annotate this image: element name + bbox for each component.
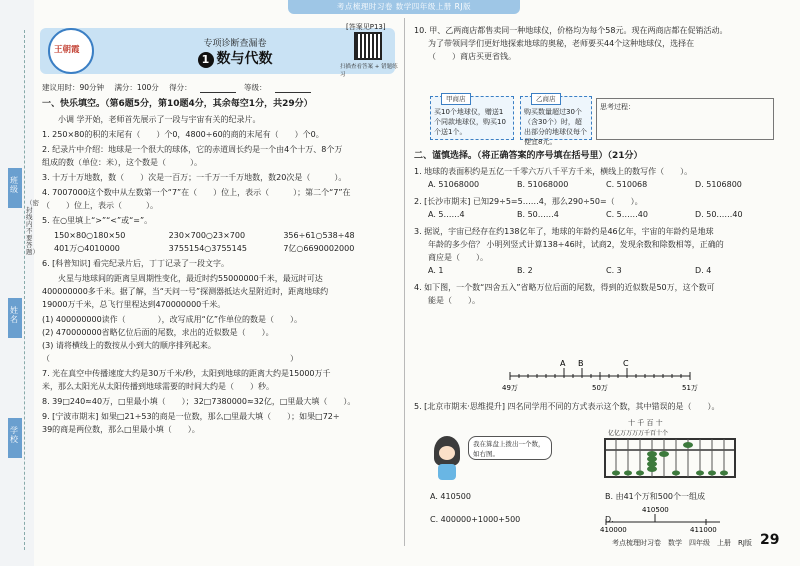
unit-number: 1 — [198, 52, 214, 68]
worksheet-title — [160, 48, 310, 68]
number-line-points — [560, 359, 629, 376]
qr-code-icon[interactable] — [354, 32, 382, 60]
option-d-right-value: 411000 — [690, 526, 717, 534]
qr-caption: 扫描查看答案 + 错题练习 — [340, 64, 398, 78]
option[interactable]: D. 4 — [695, 266, 712, 275]
choice-5 — [414, 400, 784, 413]
gutter-label-school: 学校 — [10, 426, 18, 444]
score-label: 得分： — [169, 83, 192, 92]
question-9-line-1: 9. [宁波市期末] 如果□21÷53的商是一位数，那么□里最大填（ ）；如果□72÷ — [42, 412, 340, 421]
q6-part-2: (2) 470000000省略亿位后面的尾数，求出的近似数是（ ）。 — [42, 328, 274, 337]
q5-item: 3755154○3755145 — [168, 244, 247, 253]
brand-logo — [48, 28, 94, 74]
shop-a-text: 买10个地球仪，赠送1个同款地球仪，购买10个送1个。 — [434, 108, 506, 136]
abacus-beads — [612, 442, 728, 476]
question-4-line-1: 4. 7007000这个数中从左数第一个“7”在（ ）位上，表示（ ）；第二个“7”在 — [42, 188, 351, 197]
tick-label-51w: 51万 — [682, 384, 698, 392]
tick-label-50w: 50万 — [592, 384, 608, 392]
choice-1-options — [414, 178, 784, 191]
abacus-place-labels: 亿亿万万万万千百十个 — [608, 430, 669, 437]
question-8: 8. 39□240≈40万，□里最小填（ ）；32□7380000≈32亿，□里最大填（ ）。 — [42, 397, 356, 406]
question-3: 3. 十万十万地数，数（ ）次是一百万；一千万一千万地数，数20次是（ ）。 — [42, 173, 347, 182]
option[interactable]: B. 50……4 — [517, 210, 559, 219]
q5-item: 401万○4010000 — [54, 244, 120, 253]
option[interactable]: B. 2 — [517, 266, 533, 275]
option[interactable]: A. 1 — [428, 266, 444, 275]
question-2-line-1: 2. 纪录片中介绍：地球是一个很大的球体，它的赤道周长约是一个由4个十万、8个万 — [42, 145, 343, 154]
worksheet-header — [40, 22, 400, 78]
option[interactable]: C. 400000+1000+500 — [430, 515, 521, 524]
choice-4-line-2: 能是（ ）。 — [428, 296, 480, 305]
number-line — [500, 354, 700, 394]
title-text: 数与代数 — [216, 51, 273, 67]
option[interactable]: C. 3 — [606, 266, 622, 275]
choice-2-options — [414, 208, 784, 221]
seal-line — [24, 30, 25, 550]
choice-3-options — [414, 264, 784, 277]
speech-bubble: 我在算盘上拨出一个数，如右图。 — [468, 436, 552, 460]
abacus-top-label: 十 千 百 十 — [628, 419, 663, 427]
left-column — [42, 98, 398, 438]
right-column-section-2 — [414, 150, 784, 307]
section-1-intro: 小调 学开始，老师首先展示了一段与宇宙有关的纪录片。 — [58, 115, 261, 124]
question-6: 6. [科普知识] 看完纪录片后，丁丁记录了一段文字。 — [42, 259, 229, 268]
choice-2: 2. [长沙市期末] 已知29÷5=5……4，那么290÷50=（ ）。 — [414, 197, 643, 206]
q6-part-3: (3) 请将横线上的数按从小到大的顺序排列起来。 — [42, 341, 216, 350]
shop-b-text: 购买数量超过30个（含30个）时，超出部分的地球仪每个便宜8元。 — [524, 108, 587, 146]
option[interactable]: A. 51068000 — [428, 180, 480, 189]
grade-label: 等级： — [244, 83, 267, 92]
option[interactable]: C. 5……40 — [606, 210, 648, 219]
q5-item: 150×80○180×50 — [54, 231, 126, 240]
tick-label-49w: 49万 — [502, 384, 518, 392]
thinking-box[interactable] — [596, 98, 774, 140]
q5-row-1 — [42, 229, 398, 242]
shop-b-title: 乙商店 — [531, 93, 561, 105]
section-2-heading: 二、谨慎选择。（将正确答案的序号填在括号里）（21分） — [414, 151, 643, 161]
choice-1: 1. 地球的表面积约是五亿一千零六万八千平方千米，横线上的数写作（ ）。 — [414, 167, 693, 176]
score-blank[interactable] — [200, 92, 236, 93]
thinking-label: 思考过程： — [600, 103, 635, 111]
option[interactable]: B. 由41个万和500个一组成 — [605, 492, 706, 501]
option[interactable]: B. 51068000 — [517, 180, 569, 189]
question-5: 5. 在○里填上“>”“<”或“=”。 — [42, 216, 153, 225]
question-10-line-2: 为了带领同学们更好地探索地球的奥秘，老师要买44个这种地球仪，选择在 — [428, 39, 695, 48]
question-10-line-3: （ ）商店买更省钱。 — [428, 52, 516, 61]
seal-note: （密封线内不要答题） — [26, 199, 39, 256]
shop-a-card — [430, 96, 514, 140]
shop-b-card — [520, 95, 592, 146]
abacus-illustration — [604, 418, 736, 478]
student-face-illustration — [439, 446, 455, 460]
gutter-label-name: 姓名 — [10, 306, 18, 324]
binding-gutter — [0, 0, 39, 566]
choice-3-line-2: 年龄的多少倍？ 小明列竖式计算138÷46时，试商2，发现余数和除数相等，正确的 — [428, 240, 724, 249]
choice-3-line-1: 3. 据说，宇宙已经存在约138亿年了，地球的年龄约是46亿年，宇宙的年龄约是地球 — [414, 227, 714, 236]
abacus-frame — [604, 438, 736, 478]
q5-item: 356÷61○538÷48 — [283, 231, 355, 240]
page-footer: 考点梳理时习卷 数学 四年级 上册 RJ版 — [612, 539, 752, 547]
choice-3-line-3: 商应是（ ）。 — [428, 253, 488, 262]
q6-passage-2: 400000000多千米。据了解，当“天问一号”探测器抵达火星附近时，距离地球约 — [42, 287, 329, 296]
q5-item: 230×700○23×700 — [168, 231, 246, 240]
point-c-label: C — [623, 359, 629, 368]
page-number: 29 — [760, 532, 780, 548]
q5-item: 7亿○6690002000 — [283, 244, 355, 253]
option-d-diagram — [600, 504, 730, 534]
choice-5-stem: 5. [北京市期末·思维提升] 四名同学用不同的方式表示这个数，其中错误的是（ ）。 — [414, 402, 720, 411]
q5-row-2 — [42, 242, 398, 255]
question-2-line-2: 组成的数（单位：米），这个数是（ ）。 — [42, 158, 202, 167]
q6-passage-3: 19000万千米，总飞行里程达到470000000千米。 — [42, 300, 226, 309]
option[interactable]: D. 5106800 — [695, 180, 742, 189]
answer-reference: [答案见P13] — [346, 23, 386, 31]
option[interactable]: D. — [605, 515, 614, 524]
option[interactable]: A. 5……4 — [428, 210, 465, 219]
choice-4-line-1: 4. 如下图，一个数“四舍五入”省略万位后面的尾数，得到的近似数是50万，这个数可 — [414, 283, 715, 292]
worksheet-subtitle: 专项诊断查漏卷 — [203, 39, 267, 49]
option-d-top-value: 410500 — [642, 506, 669, 514]
question-10-line-1: 10. 甲、乙两商店都售卖同一种地球仪，价格均为每个58元。现在两商店都在促销活动。 — [414, 26, 728, 35]
page-divider — [404, 18, 405, 546]
top-strip: 考点梳理时习卷 数学四年级上册 RJ版 — [288, 0, 520, 14]
section-1-heading: 一、快乐填空。（第6题5分，第10题4分，其余每空1分，共29分） — [42, 99, 313, 109]
time-suggestion: 建议用时：90分钟 — [42, 83, 105, 92]
gutter-label-class: 班级 — [10, 176, 18, 194]
q6-part-1: (1) 400000000读作（ ），改写成用“亿”作单位的数是（ ）。 — [42, 315, 302, 324]
question-9-line-2: 39的商是两位数，那么□里最小填（ ）。 — [42, 425, 200, 434]
point-a-label: A — [560, 359, 566, 368]
q6-answer-blank: （ ） — [42, 354, 298, 363]
grade-blank[interactable] — [275, 92, 311, 93]
point-b-label: B — [578, 359, 584, 368]
option-d-left-value: 410000 — [600, 526, 627, 534]
q6-passage-1: 火星与地球间的距离呈周期性变化，最近时约55000000千米，最远时可达 — [58, 274, 323, 283]
question-7-line-2: 米，那么太阳光从太阳传播到地球需要的时间大约是（ ）秒。 — [42, 382, 274, 391]
question-1: 1. 250×80的积的末尾有（ ）个0，4800÷60的商的末尾有（ ）个0。 — [42, 130, 324, 139]
full-score: 满分：100分 — [114, 83, 159, 92]
option[interactable]: C. 510068 — [606, 180, 648, 189]
shop-a-title: 甲商店 — [441, 93, 471, 105]
option[interactable]: D. 50……40 — [695, 210, 743, 219]
question-4-line-2: （ ）位上，表示（ ）。 — [42, 201, 158, 210]
right-column-top — [414, 24, 784, 65]
student-body-illustration — [438, 464, 456, 480]
logo-text: 王朝霞 — [54, 45, 80, 55]
meta-line — [42, 82, 402, 93]
question-7-line-1: 7. 光在真空中传播速度大约是30万千米/秒，太阳到地球的距离大约是15000万千 — [42, 369, 331, 378]
option[interactable]: A. 410500 — [430, 492, 471, 501]
